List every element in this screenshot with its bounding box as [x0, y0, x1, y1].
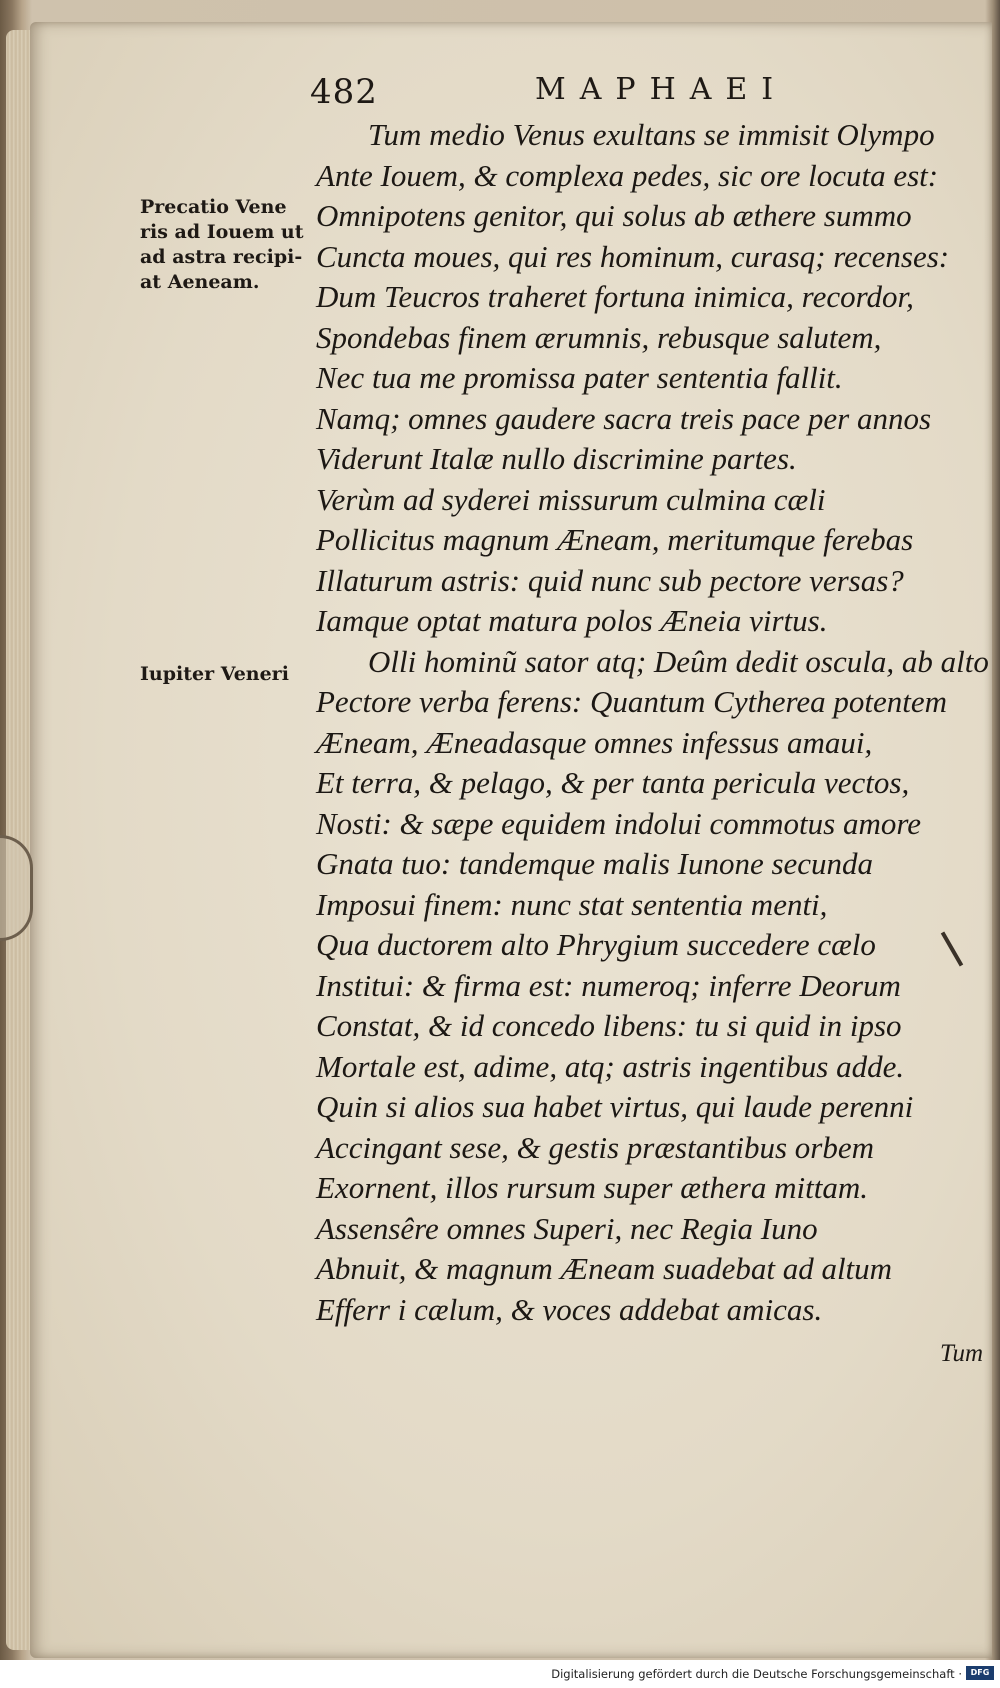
verse-line: Illaturum astris: quid nunc sub pectore versas?	[316, 562, 904, 598]
verse-line: Constat, & id concedo libens: tu si quid in ipso	[316, 1008, 902, 1043]
verse-line: Ante Iouem, & complexa pedes, sic ore locuta est:	[316, 157, 939, 193]
verse-line: Verùm ad syderei missurum culmina cæli	[316, 481, 826, 517]
running-head: MAPHAEI	[535, 72, 788, 107]
verse-line: Abnuit, & magnum Æneam suadebat ad altum	[316, 1251, 893, 1286]
dfg-logo-icon: DFG	[966, 1666, 994, 1680]
verse-line: Mortale est, adime, atq; astris ingentibus adde.	[316, 1048, 905, 1084]
verse-line: Accingant sese, & gestis præstantibus orbem	[316, 1129, 874, 1165]
verse-line: Spondebas finem ærumnis, rebusque salutem,	[316, 319, 882, 355]
margin-note-line: Precatio Vene	[140, 196, 287, 218]
verse-line: Gnata tuo: tandemque malis Iunone secunda	[316, 846, 874, 881]
margin-note-line: Iupiter Veneri	[140, 663, 289, 685]
verse-line: Æneam, Æneadasque omnes infessus amaui,	[316, 724, 873, 760]
verse-line: Namq; omnes gaudere sacra treis pace per annos	[316, 400, 932, 436]
verse-line: Institui: & firma est: numeroq; inferre Deorum	[316, 967, 901, 1003]
verse-line: Omnipotens genitor, qui solus ab æthere summo	[316, 198, 912, 233]
digitization-credit: Digitalisierung gefördert durch die Deutsche Forschungsgemeinschaft ·	[551, 1667, 962, 1681]
margin-note-line: ris ad Iouem ut	[140, 221, 304, 243]
verse-line: Tum medio Venus exultans se immisit Olympo	[368, 117, 935, 152]
verse-line: Efferr i cælum, & voces addebat amicas.	[316, 1291, 823, 1327]
verse-line: Pollicitus magnum Æneam, meritumque ferebas	[316, 522, 914, 557]
margin-note-line: ad astra recipi-	[140, 246, 303, 268]
verse-line: Dum Teucros traheret fortuna inimica, recordor,	[316, 279, 914, 314]
verse-line: Imposui finem: nunc stat sententia menti,	[316, 886, 828, 922]
verse-text	[316, 115, 996, 1330]
verse-line: Olli hominũ sator atq; Deûm dedit oscula, ab alto	[368, 643, 989, 679]
verse-line: Qua ductorem alto Phrygium succedere cælo	[316, 927, 876, 962]
verse-line: Exornent, illos rursum super æthera mittam.	[316, 1170, 868, 1205]
verse-line: Nec tua me promissa pater sententia fallit.	[316, 360, 843, 395]
verse-line: Quin si alios sua habet virtus, qui laude perenni	[316, 1089, 914, 1124]
verse-line: Nosti: & sæpe equidem indolui commotus amore	[316, 805, 922, 841]
page-number: 482	[310, 72, 378, 112]
catchword: Tum	[940, 1340, 984, 1367]
verse-line: Assensêre omnes Superi, nec Regia Iuno	[316, 1210, 818, 1246]
verse-line: Pectore verba ferens: Quantum Cytherea potentem	[316, 684, 948, 719]
verse-line: Iamque optat matura polos Æneia virtus.	[316, 603, 828, 638]
verse-line: Cuncta moues, qui res hominum, curasq; recenses:	[316, 238, 950, 274]
verse-line: Et terra, & pelago, & per tanta pericula vectos,	[316, 765, 910, 800]
book-clasp	[0, 835, 33, 941]
margin-note-line: at Aeneam.	[140, 271, 260, 293]
margin-note-iupiter	[140, 662, 315, 687]
margin-note-precatio	[140, 195, 315, 295]
verse-line: Viderunt Italæ nullo discrimine partes.	[316, 441, 797, 476]
